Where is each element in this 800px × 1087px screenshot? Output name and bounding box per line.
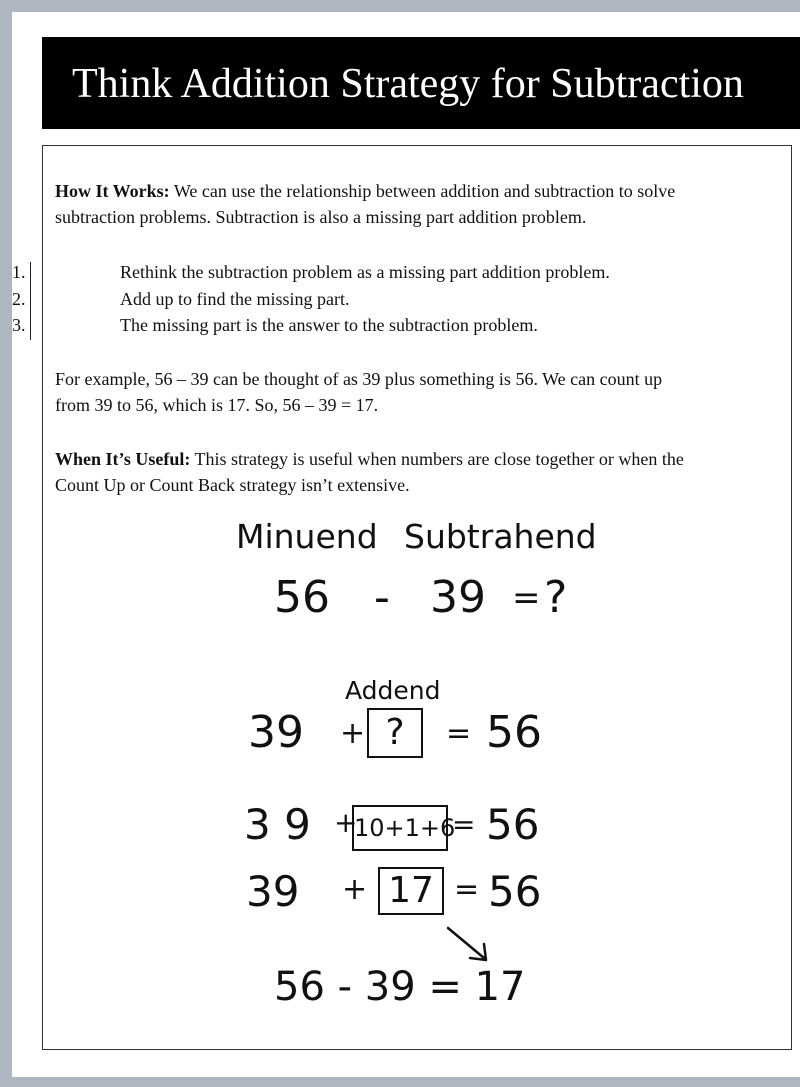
how-it-works-text-2: subtraction problems. Subtraction is also a missing part addition problem.: [55, 207, 587, 227]
step-3-text: The missing part is the answer to the subtraction problem.: [120, 315, 538, 335]
equation-3-sum-box: 10+1+6: [352, 805, 448, 851]
down-right-arrow-icon: [440, 920, 500, 970]
equation-4-answer-box: 17: [378, 867, 444, 915]
equation-2-equals: =: [446, 716, 472, 751]
equation-2-result: 56: [486, 707, 542, 758]
example-text-1: For example, 56 – 39 can be thought of as 39 plus something is 56. We can count up: [55, 369, 663, 389]
equation-3-plus: +: [334, 806, 358, 839]
equation-3-equals: =: [452, 808, 476, 841]
example-paragraph: [55, 366, 790, 418]
step-2-text: Add up to find the missing part.: [120, 289, 350, 309]
equation-3-result: 56: [486, 800, 540, 849]
example-text-2: from 39 to 56, which is 17. So, 56 – 39 = 17.: [55, 395, 379, 415]
equation-2-plus: +: [340, 716, 366, 751]
equation-1-subtrahend: 39: [430, 572, 486, 623]
step-3-number: 3.: [12, 315, 26, 335]
equation-1-result: ?: [544, 572, 568, 623]
equation-4-plus: +: [342, 872, 368, 907]
step-1-number: 1.: [12, 262, 26, 282]
final-equation: 56 - 39 = 17: [274, 964, 526, 1010]
when-useful-text-2: Count Up or Count Back strategy isn’t extensive.: [55, 475, 410, 495]
title-banner: [42, 37, 800, 129]
equation-1-equals: =: [512, 578, 541, 618]
step-2-number: 2.: [12, 289, 26, 309]
when-useful-text-1: This strategy is useful when numbers are close together or when the: [194, 449, 684, 469]
equation-4-result: 56: [488, 867, 542, 916]
step-1-text: Rethink the subtraction problem as a missing part addition problem.: [120, 262, 610, 282]
addend-label: Addend: [345, 676, 441, 705]
equation-1-minuend: 56: [274, 572, 330, 623]
worksheet-page: [12, 12, 800, 1077]
how-it-works-paragraph: [55, 178, 790, 230]
equation-1-minus: -: [374, 572, 390, 623]
how-it-works-text-1: We can use the relationship between addition and subtraction to solve: [173, 181, 676, 201]
equation-2-missing-box: ?: [367, 708, 423, 758]
when-useful-paragraph: [55, 446, 790, 498]
equation-4-equals: =: [454, 872, 480, 907]
subtrahend-label: Subtrahend: [404, 517, 597, 556]
page-title: Think Addition Strategy for Subtraction: [72, 61, 744, 107]
minuend-label: Minuend: [236, 517, 378, 556]
equation-4-addend-a: 39: [246, 867, 300, 916]
how-it-works-label: How It Works:: [55, 181, 170, 201]
equation-3-addend-a: 3 9: [244, 800, 311, 849]
when-useful-label: When It’s Useful:: [55, 449, 191, 469]
equation-2-addend-a: 39: [248, 707, 304, 758]
